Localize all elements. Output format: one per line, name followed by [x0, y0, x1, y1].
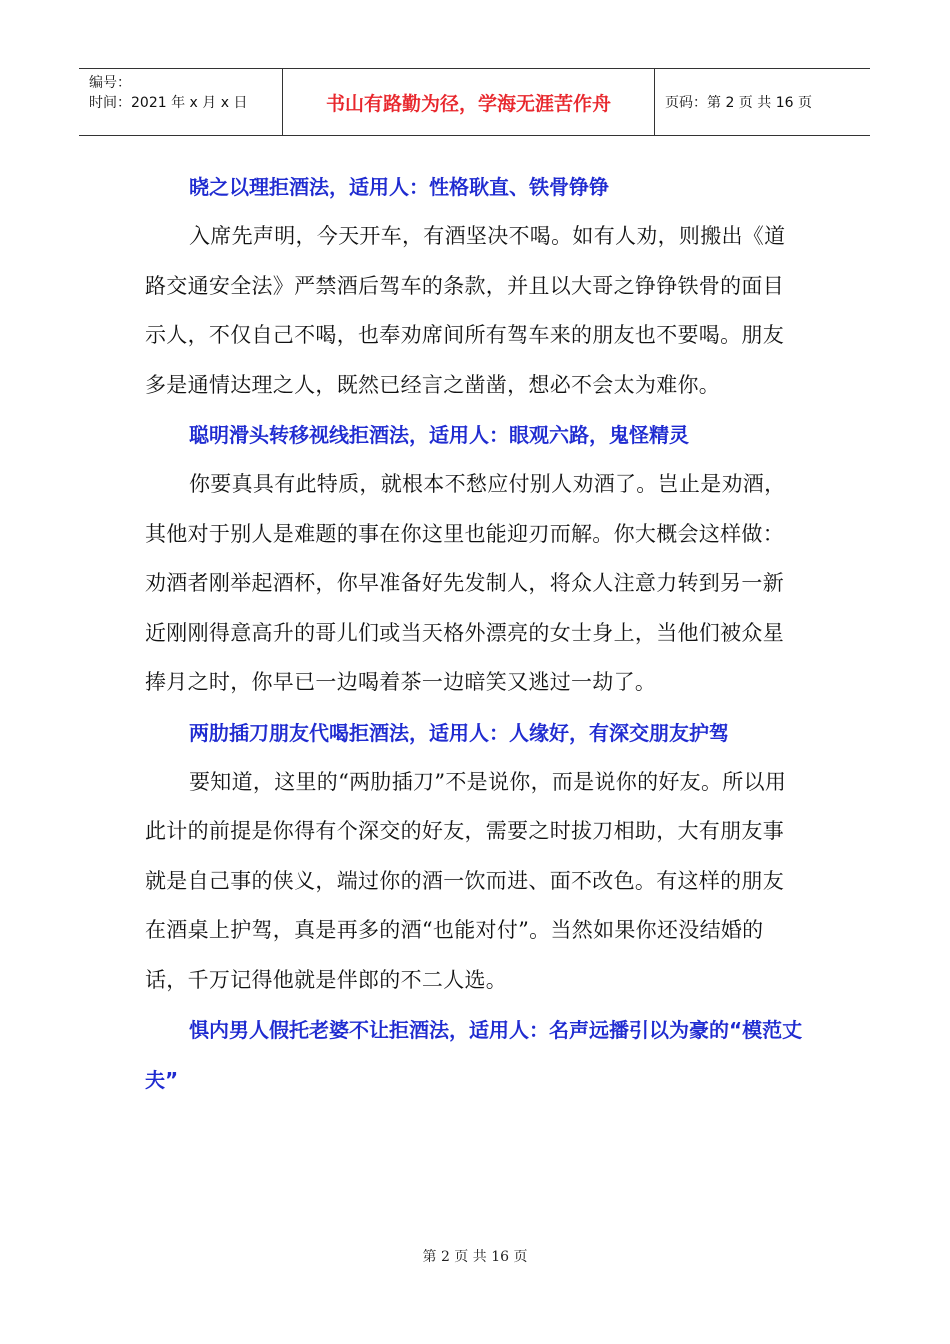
section-body-1: 入席先声明，今天开车，有酒坚决不喝。如有人劝，则搬出《道路交通安全法》严禁酒后驾车的条款，并且以大哥之铮铮铁骨的面目示人，不仅自己不喝，也奉劝席间所有驾车来的朋友也不要喝。朋友多是通情达理之人，既然已经言之凿凿，想必不会太为难你。: [145, 224, 786, 397]
header-time-label: 时间：2021 年 x 月 x 日: [89, 95, 248, 111]
header-number-label: 编号：: [89, 75, 131, 91]
page-footer: 第 2 页 共 16 页: [422, 1249, 528, 1265]
header-meta: [79, 69, 283, 135]
section-heading-1: 晓之以理拒酒法，适用人：性格耿直、铁骨铮铮: [189, 175, 609, 199]
section-body-3: 要知道，这里的“两肋插刀”不是说你，而是说你的好友。所以用此计的前提是你得有个深交的好友，需要之时拔刀相助，大有朋友事就是自己事的侠义，端过你的酒一饮而进、面不改色。有这样的朋友在酒桌上护驾，真是再多的酒“也能对付”。当然如果你还没结婚的话，千万记得他就是伴郎的不二人选。: [145, 769, 787, 992]
document-body: [145, 162, 805, 1105]
section-heading-2: 聪明滑头转移视线拒酒法，适用人：眼观六路，鬼怪精灵: [189, 423, 689, 447]
section-heading-4: 惧内男人假托老婆不让拒酒法，适用人：名声远播引以为豪的“模范丈夫”: [145, 1018, 803, 1092]
page-header: [79, 68, 870, 136]
header-page-info: 页码：第 2 页 共 16 页: [665, 95, 812, 111]
header-motto: 书山有路勤为径，学海无涯苦作舟: [283, 69, 655, 135]
section-heading-3: 两肋插刀朋友代喝拒酒法，适用人：人缘好，有深交朋友护驾: [189, 720, 729, 745]
section-body-2: 你要真具有此特质，就根本不愁应付别人劝酒了。岂止是劝酒，其他对于别人是难题的事在你这里也能迎刃而解。你大概会这样做：劝酒者刚举起酒杯，你早准备好先发制人，将众人注意力转到另一新近刚刚得意高升的哥儿们或当天格外漂亮的女士身上，当他们被众星捧月之时，你早已一边喝着茶一边暗笑又逃过一劫了。: [145, 472, 786, 694]
